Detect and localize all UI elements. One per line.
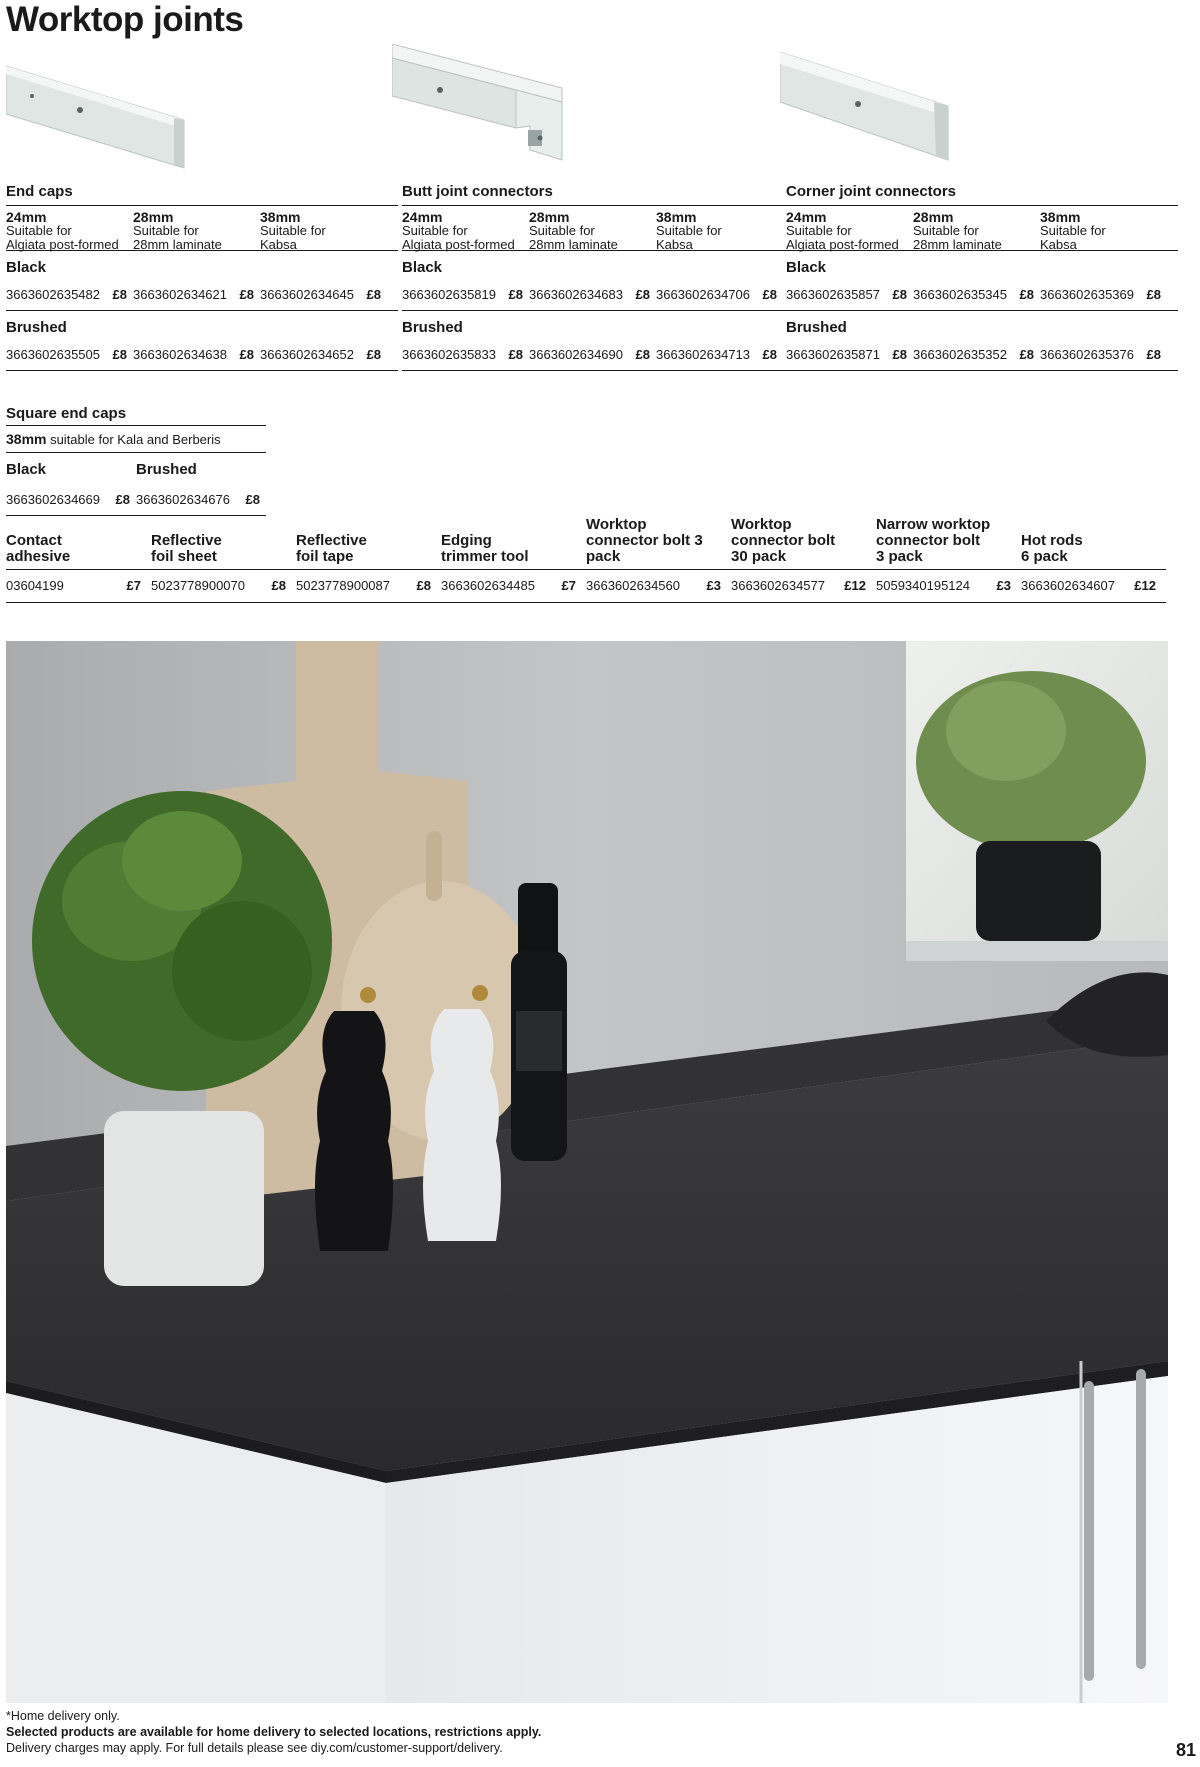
accessory-worktop-connector-bolt-3: Worktop connector bolt 3 pack 3663602634560 £3 — [586, 518, 731, 603]
butt-joint-connector-image — [392, 44, 572, 162]
accessory-narrow-connector-bolt: Narrow worktop connector bolt 3 pack 5059340195124 £3 — [876, 518, 1021, 603]
size-24mm: 24mm Suitable for Algiata post-formed — [6, 209, 119, 252]
end-cap-image — [6, 58, 186, 170]
finish-row — [6, 453, 266, 483]
finish-label: Brushed — [402, 319, 463, 336]
finish-label: Black — [402, 259, 443, 276]
product-code: 3663602635482 £8 — [6, 287, 127, 302]
product-code: 3663602635376 £8 — [1040, 347, 1161, 362]
group-square-end-caps — [6, 403, 266, 516]
product-code: 3663602634638 £8 — [133, 347, 254, 362]
size-28mm: 28mm Suitable for 28mm laminate — [913, 209, 1002, 252]
code-row — [402, 280, 794, 311]
page-number: 81 — [1175, 1740, 1196, 1760]
finish-label: Black — [786, 259, 827, 276]
code-row — [402, 340, 794, 371]
footer-line: *Home delivery only. — [6, 1709, 120, 1723]
product-code: 3663602634669 £8 — [6, 492, 130, 507]
size-38mm: 38mm Suitable for Kabsa — [656, 209, 722, 252]
group-title: Butt joint connectors — [402, 181, 794, 206]
product-code: 3663602635833 £8 — [402, 347, 523, 362]
product-code: 3663602635369 £8 — [1040, 287, 1161, 302]
product-code: 3663602635857 £8 — [786, 287, 907, 302]
accessory-worktop-connector-bolt-30: Worktop connector bolt 30 pack 3663602634577 £12 — [731, 518, 876, 603]
code-row — [786, 340, 1178, 371]
group-title: Corner joint connectors — [786, 181, 1178, 206]
accessories-row — [6, 518, 1168, 603]
finish-label: Brushed — [786, 319, 847, 336]
finish-label: Brushed — [136, 461, 197, 478]
product-code: 3663602634652 £8 — [260, 347, 381, 362]
finish-label: Black — [6, 461, 47, 478]
group-end-caps — [6, 181, 398, 371]
finish-label: Black — [6, 259, 47, 276]
size-row — [402, 206, 794, 251]
product-code: 3663602634690 £8 — [529, 347, 650, 362]
product-code: 3663602634621 £8 — [133, 287, 254, 302]
size-row — [786, 206, 1178, 251]
group-title: End caps — [6, 181, 398, 206]
code-row — [6, 483, 266, 516]
kitchen-photo — [6, 641, 1168, 1703]
product-code: 3663602634713 £8 — [656, 347, 777, 362]
page-title: Worktop joints — [6, 0, 244, 39]
size-38mm: 38mm Suitable for Kabsa — [1040, 209, 1106, 252]
product-code: 3663602635352 £8 — [913, 347, 1034, 362]
product-code: 3663602635345 £8 — [913, 287, 1034, 302]
corner-joint-connector-image — [780, 52, 950, 164]
code-row — [786, 280, 1178, 311]
code-row — [6, 280, 398, 311]
accessory-reflective-foil-sheet: Reflective foil sheet 5023778900070 £8 — [151, 518, 296, 603]
accessory-edging-trimmer-tool: Edging trimmer tool 3663602634485 £7 — [441, 518, 586, 603]
footer-line: Delivery charges may apply. For full details please see diy.com/customer-support/delivery. — [6, 1741, 503, 1755]
product-code: 3663602634683 £8 — [529, 287, 650, 302]
size-38mm: 38mm Suitable for Kabsa — [260, 209, 326, 252]
finish-label: Brushed — [6, 319, 67, 336]
size-28mm: 28mm Suitable for 28mm laminate — [529, 209, 618, 252]
product-code: 3663602635871 £8 — [786, 347, 907, 362]
accessory-hot-rods: Hot rods 6 pack 3663602634607 £12 — [1021, 518, 1166, 603]
group-butt-joint-connectors — [402, 181, 794, 371]
code-row — [6, 340, 398, 371]
square-description: 38mm suitable for Kala and Berberis — [6, 426, 266, 453]
size-24mm: 24mm Suitable for Algiata post-formed — [786, 209, 899, 252]
product-code: 3663602634645 £8 — [260, 287, 381, 302]
size-row — [6, 206, 398, 251]
size-24mm: 24mm Suitable for Algiata post-formed — [402, 209, 515, 252]
footer-notes — [6, 1708, 541, 1756]
accessory-contact-adhesive: Contact adhesive 03604199 £7 — [6, 518, 151, 603]
product-code: 3663602635819 £8 — [402, 287, 523, 302]
footer-line: Selected products are available for home delivery to selected locations, restrictions apply. — [6, 1725, 542, 1739]
group-title: Square end caps — [6, 403, 266, 426]
size-28mm: 28mm Suitable for 28mm laminate — [133, 209, 222, 252]
accessory-reflective-foil-tape: Reflective foil tape 5023778900087 £8 — [296, 518, 441, 603]
product-code: 3663602634676 £8 — [136, 492, 260, 507]
group-corner-joint-connectors — [786, 181, 1178, 371]
product-code: 3663602635505 £8 — [6, 347, 127, 362]
product-code: 3663602634706 £8 — [656, 287, 777, 302]
